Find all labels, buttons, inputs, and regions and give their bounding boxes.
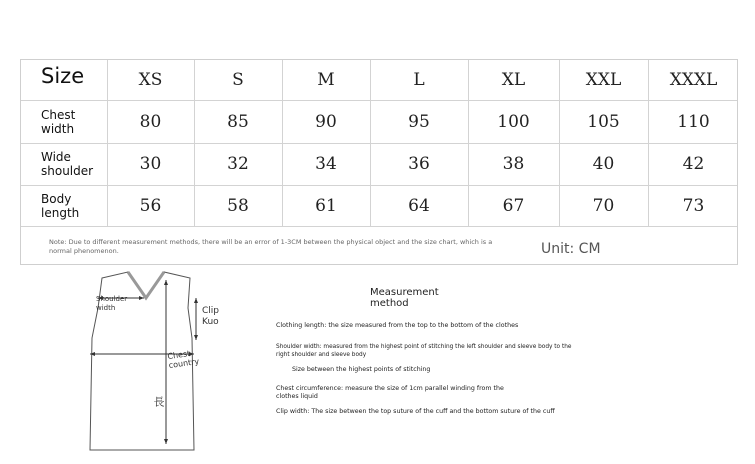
size-header: Size: [41, 64, 85, 88]
value-cell: 42: [682, 154, 705, 174]
clip-width-label: Clip Kuo: [202, 306, 219, 327]
method-line: Clip width: The size between the top suture of the cuff and the bottom suture of the cuff: [276, 408, 555, 415]
value-cell: 30: [139, 154, 162, 174]
shoulder-width-label: Shoulder width: [96, 295, 128, 312]
value-cell: 73: [682, 195, 705, 216]
method-line: Shoulder width: measured from the highest point of stitching the left shoulder and sleeve body to the right shoulder and sleeve body: [276, 344, 572, 358]
value-cell: 58: [227, 195, 249, 216]
value-cell: 90: [315, 111, 337, 132]
value-cell: 80: [139, 111, 162, 132]
row-label: Wide shoulder: [41, 150, 94, 178]
value-cell: 32: [227, 154, 249, 174]
table-divider: [21, 226, 737, 227]
value-cell: 105: [587, 111, 620, 132]
value-cell: 85: [227, 111, 249, 132]
length-label: 長: [152, 396, 165, 407]
size-cell: S: [232, 70, 244, 90]
value-cell: 64: [408, 195, 430, 216]
method-line: Size between the highest points of stitching: [292, 366, 431, 373]
size-table: [20, 59, 738, 265]
size-cell: L: [413, 70, 425, 90]
size-cell: XS: [138, 70, 163, 90]
value-cell: 56: [139, 195, 162, 216]
table-header-row: [21, 60, 737, 100]
method-line: Chest circumference: measure the size of 1cm parallel winding from the clothes liquid: [276, 385, 504, 400]
value-cell: 100: [497, 111, 530, 132]
size-note: Note: Due to different measurement methods, there will be an error of 1-3CM between the physical object and the size chart, which is a normal phenomenon.: [49, 238, 493, 255]
value-cell: 95: [408, 111, 430, 132]
size-cell: XL: [501, 70, 526, 90]
value-cell: 70: [592, 195, 615, 216]
chest-label: Chest country: [166, 349, 200, 371]
vest-diagram: [80, 268, 220, 458]
value-cell: 40: [592, 154, 615, 174]
unit-label: Unit: CM: [541, 241, 601, 257]
table-row: [21, 185, 737, 226]
value-cell: 36: [408, 154, 430, 174]
table-row: [21, 100, 737, 143]
row-label: Chest width: [41, 108, 76, 136]
size-cell: XXXL: [669, 70, 718, 90]
value-cell: 34: [315, 154, 337, 174]
size-cell: XXL: [585, 70, 622, 90]
table-row: [21, 143, 737, 185]
value-cell: 38: [502, 154, 525, 174]
size-cell: M: [317, 70, 335, 90]
method-line: Clothing length: the size measured from the top to the bottom of the clothes: [276, 322, 519, 329]
value-cell: 110: [677, 111, 710, 132]
value-cell: 67: [502, 195, 525, 216]
value-cell: 61: [315, 195, 337, 216]
method-title: Measurement method: [370, 287, 439, 309]
row-label: Body length: [41, 192, 80, 220]
